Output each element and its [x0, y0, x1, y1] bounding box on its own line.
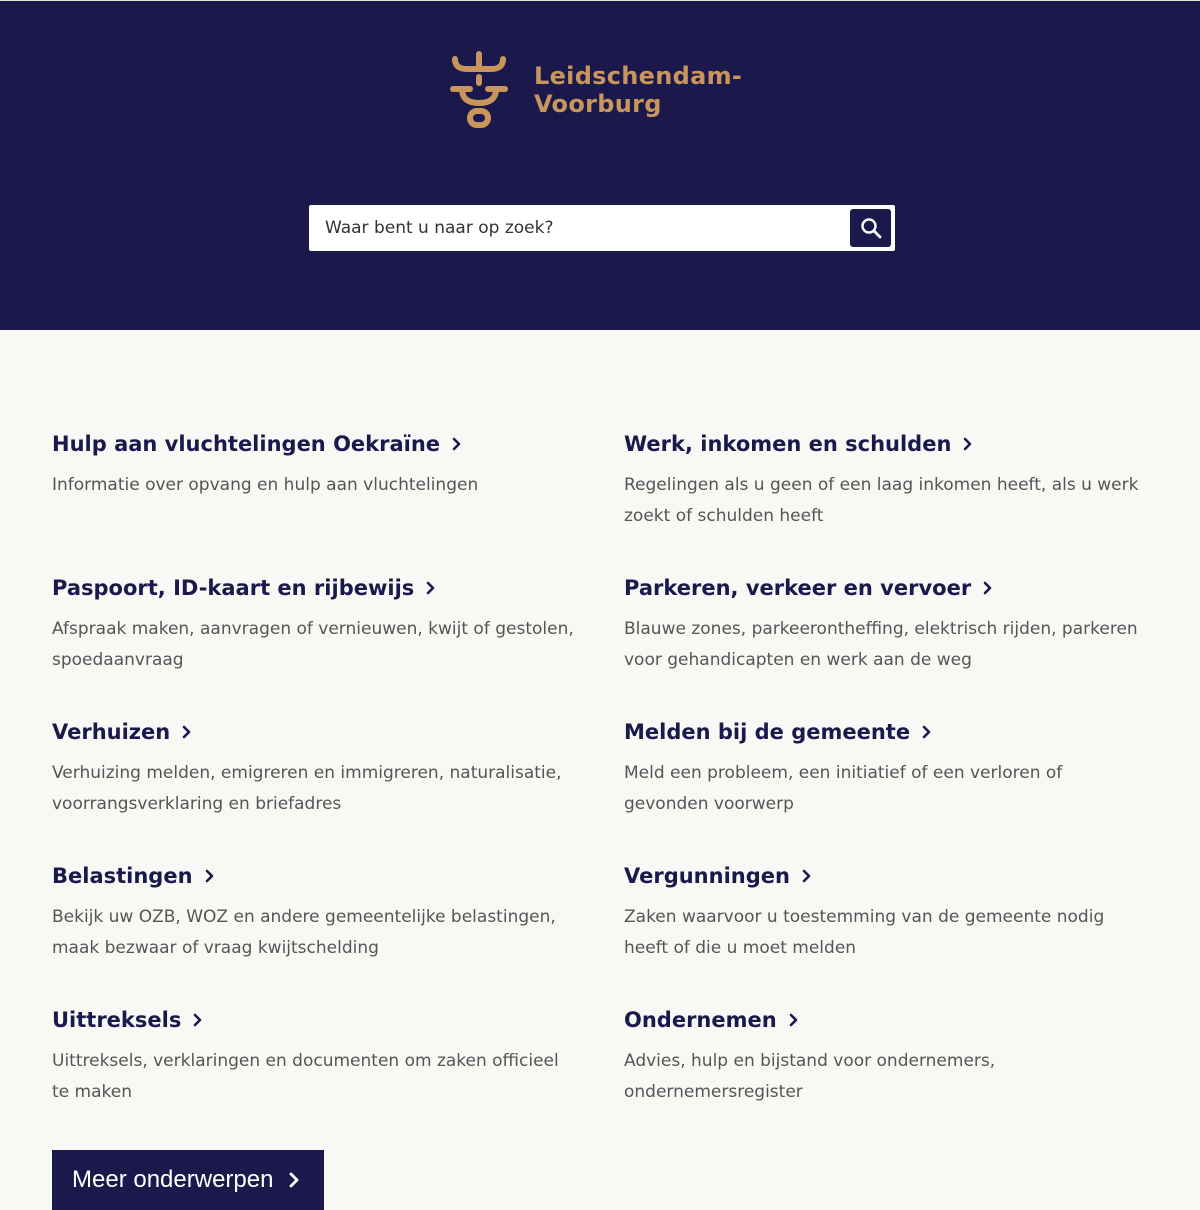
topic-link[interactable]	[624, 574, 992, 602]
topic-title: Verhuizen	[52, 720, 171, 744]
topic-description: Informatie over opvang en hulp aan vluchtelingen	[52, 475, 479, 495]
topic-card	[52, 718, 577, 820]
topic-title: Parkeren, verkeer en vervoer	[624, 576, 972, 600]
topic-description: Verhuizing melden, emigreren en immigreren, naturalisatie, voorrangsverklaring en briefadres	[52, 763, 562, 814]
topic-card	[624, 718, 1149, 820]
logo-line-1: Leidschendam-	[534, 62, 743, 90]
topic-card	[52, 430, 577, 501]
search-icon	[860, 217, 882, 239]
chevron-right-icon	[789, 1013, 798, 1027]
chevron-right-icon	[182, 725, 191, 739]
chevron-right-icon	[193, 1013, 202, 1027]
search-input[interactable]	[309, 205, 845, 251]
topic-title: Paspoort, ID-kaart en rijbewijs	[52, 576, 415, 600]
topic-link[interactable]	[52, 718, 191, 746]
topic-description: Zaken waarvoor u toestemming van de gemeente nodig heeft of die u moet melden	[624, 907, 1105, 958]
chevron-right-icon	[802, 869, 811, 883]
chevron-right-icon	[426, 581, 435, 595]
topic-card	[624, 430, 1149, 532]
topic-title: Vergunningen	[624, 864, 790, 888]
site-logo[interactable]	[450, 51, 742, 129]
topic-card	[52, 862, 577, 964]
topic-description: Afspraak maken, aanvragen of vernieuwen, kwijt of gestolen, spoedaanvraag	[52, 619, 574, 670]
topic-title: Belastingen	[52, 864, 193, 888]
chevron-right-icon	[922, 725, 931, 739]
site-header	[0, 0, 1200, 330]
chevron-right-icon	[983, 581, 992, 595]
more-topics-label: Meer onderwerpen	[72, 1166, 274, 1193]
topic-card	[624, 862, 1149, 964]
topic-title: Werk, inkomen en schulden	[624, 432, 952, 456]
topic-title: Ondernemen	[624, 1008, 777, 1032]
more-topics-button[interactable]	[52, 1150, 324, 1210]
topic-title: Hulp aan vluchtelingen Oekraïne	[52, 432, 441, 456]
topic-link[interactable]	[624, 430, 972, 458]
topic-link[interactable]	[52, 430, 461, 458]
topic-description: Meld een probleem, een initiatief of een verloren of gevonden voorwerp	[624, 763, 1063, 814]
topic-title: Uittreksels	[52, 1008, 182, 1032]
chevron-right-icon	[289, 1172, 299, 1188]
search-bar	[309, 205, 895, 251]
chevron-right-icon	[452, 437, 461, 451]
topic-card	[624, 1006, 1149, 1108]
topic-description: Blauwe zones, parkeerontheffing, elektrisch rijden, parkeren voor gehandicapten en werk aan de weg	[624, 619, 1138, 670]
topic-card	[52, 574, 577, 676]
topic-description: Uittreksels, verklaringen en documenten om zaken officieel te maken	[52, 1051, 559, 1102]
search-button[interactable]	[850, 209, 891, 247]
topic-card	[624, 574, 1149, 676]
municipality-crown-logo-icon	[450, 51, 508, 129]
topic-description: Bekijk uw OZB, WOZ en andere gemeentelijke belastingen, maak bezwaar of vraag kwijtschelding	[52, 907, 556, 958]
topic-description: Advies, hulp en bijstand voor ondernemers, ondernemersregister	[624, 1051, 996, 1102]
logo-line-2: Voorburg	[534, 90, 662, 118]
topic-link[interactable]	[624, 1006, 798, 1034]
topic-link[interactable]	[624, 862, 811, 890]
topic-title: Melden bij de gemeente	[624, 720, 911, 744]
chevron-right-icon	[205, 869, 214, 883]
topic-card	[52, 1006, 577, 1108]
chevron-right-icon	[963, 437, 972, 451]
topic-link[interactable]	[624, 718, 931, 746]
topic-description: Regelingen als u geen of een laag inkomen heeft, als u werk zoekt of schulden heeft	[624, 475, 1139, 526]
logo-wordmark	[534, 62, 742, 118]
topic-link[interactable]	[52, 574, 435, 602]
topic-link[interactable]	[52, 862, 214, 890]
topic-link[interactable]	[52, 1006, 202, 1034]
